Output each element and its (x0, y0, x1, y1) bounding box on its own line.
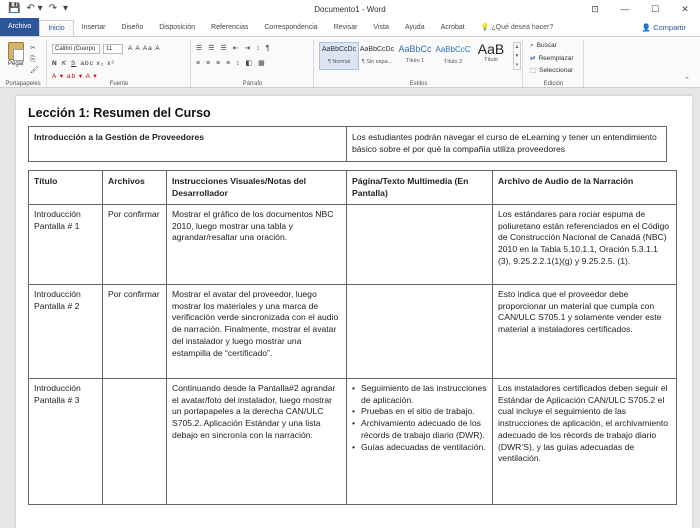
paste-icon[interactable] (8, 42, 24, 60)
find-button[interactable] (530, 42, 557, 50)
header-audio: Archivo de Audio de la Narración (493, 171, 677, 205)
style-no-spacing[interactable] (357, 42, 397, 70)
bullet-list (352, 383, 487, 453)
replace-icon: ⇄ (530, 55, 536, 62)
font-size-select[interactable]: 11 (103, 44, 123, 54)
style-heading-2[interactable] (433, 42, 473, 70)
undo-icon[interactable]: ↶ ▾ (26, 3, 43, 14)
italic-button[interactable]: K (61, 60, 68, 67)
row-instructions: Mostrar el gráfico de los documentos NBC 2010, luego mostrar una tabla y agrandar/resaltar una oración. (167, 205, 347, 285)
share-button[interactable] (634, 20, 700, 36)
intro-table (28, 126, 667, 162)
font-group-label: Fuente (109, 81, 129, 87)
styles-group-label: Estilos (409, 81, 428, 87)
replace-label: Reemplazar (538, 55, 574, 62)
tab-home[interactable]: Inicio (39, 20, 73, 36)
table-row (29, 205, 677, 285)
select-button[interactable] (530, 66, 573, 74)
style-name: ¶ Sin espa... (361, 59, 393, 65)
redo-icon[interactable]: ↷ (48, 3, 58, 14)
row-audio: Los estándares para rociar espuma de poliuretano están referenciados en el Código de Construcción Nacional de Canadá (NBC) 2010 en la Tabla 5.10.1.1, Oración 5.3.1.1 (3), 9.25.2.2.1(1)(g) y 9.25.2.5. (1). (493, 205, 677, 285)
row-files: Por confirmar (103, 285, 167, 379)
replace-button[interactable] (530, 54, 574, 62)
font-size-tools[interactable]: A A Aa A (128, 45, 161, 52)
table-row (29, 285, 677, 379)
intro-row (29, 127, 667, 162)
share-label: Compartir (653, 23, 686, 32)
group-clipboard (0, 39, 47, 87)
search-icon: ⌕ (530, 42, 534, 49)
font-effects-buttons[interactable]: abc x₂ x² (80, 60, 115, 67)
row-audio: Esto indica que el proveedor debe proporcionar un material que cumpla con CAN/ULC S705.1 y solamente vender este material a instaladores certificados. (493, 285, 677, 379)
list-item: • Guías adecuadas de ventilación. (352, 442, 487, 454)
lightbulb-icon: 💡 (480, 24, 492, 31)
editing-group-label: Edición (543, 81, 564, 87)
row-audio: Los instaladores certificados deben seguir el Estándar de Aplicación CAN/ULC S705.2 el cual incluye el seguimiento de las instrucciones de aplicación, el archivamiento adecuado de los récords de trabajo diario (DWR’S), y las guías adecuadas de ventilación. (493, 379, 677, 505)
customize-qat-icon[interactable]: ▾ (63, 3, 69, 14)
minimize-button[interactable]: — (620, 4, 630, 14)
group-paragraph (192, 39, 314, 87)
tab-view[interactable]: Vista (373, 24, 389, 31)
style-heading-1[interactable] (395, 42, 435, 70)
table-row (29, 379, 677, 505)
document-area (0, 88, 700, 528)
table-header-row (29, 171, 677, 205)
underline-button[interactable]: S (71, 60, 77, 67)
tell-me-text: ¿Qué desea hacer? (491, 24, 554, 31)
list-item: • Pruebas en el sitio de trabajo. (352, 406, 487, 418)
window-controls (580, 0, 700, 18)
group-styles (315, 39, 523, 87)
save-icon[interactable]: 💾 (8, 3, 21, 14)
tab-file[interactable]: Archivo (0, 18, 39, 36)
styles-gallery-scroll[interactable]: ▲ ▼ ▾ (514, 44, 520, 68)
paste-button-label[interactable]: Pegar (8, 61, 25, 67)
tab-acrobat[interactable]: Acrobat (440, 24, 465, 31)
style-preview: AaBbCc (398, 44, 432, 54)
select-label: Seleccionar (539, 67, 574, 74)
row-onscreen-text (347, 285, 493, 379)
row-title: Introducción Pantalla # 3 (29, 379, 103, 505)
list-item: • Archivamiento adecuado de los récords de trabajo diario (DWR). (352, 418, 487, 441)
paragraph-list-buttons[interactable]: ☰ ☰ ☰ ⇤ ⇥ ↕ ¶ (196, 45, 272, 52)
person-icon: 👤 (641, 23, 654, 32)
row-files: Por confirmar (103, 205, 167, 285)
document-title: Lección 1: Resumen del Curso (28, 106, 211, 120)
ribbon-display-options-icon[interactable]: ⊡ (591, 4, 599, 14)
row-instructions: Mostrar el avatar del proveedor, luego mostrar los materiales y una marca de verificación verde sincronizada con el audio de narración. Finalmente, mostrar el avatar del instalador y luego mostrar una estampilla de “certificado”. (167, 285, 347, 379)
header-instructions: Instrucciones Visuales/Notas del Desarrollador (167, 171, 347, 205)
intro-course-name: Introducción a la Gestión de Proveedores (29, 127, 347, 162)
collapse-ribbon-icon[interactable]: ⌃ (684, 77, 690, 84)
ribbon-tabs (0, 18, 700, 36)
style-preview: AaBbCcDc (359, 46, 395, 53)
close-button[interactable]: ✕ (681, 4, 689, 14)
list-item: • Seguimiento de las instrucciones de aplicación. (352, 383, 487, 406)
maximize-button[interactable]: ☐ (650, 4, 660, 14)
style-preview: AaB (477, 41, 505, 57)
clipboard-mini-buttons (30, 43, 39, 76)
tell-me-box[interactable] (473, 20, 562, 36)
style-normal[interactable] (319, 42, 359, 70)
style-name: ¶ Normal (327, 59, 351, 65)
row-title: Introducción Pantalla # 1 (29, 205, 103, 285)
header-files: Archivos (103, 171, 167, 205)
font-name-select[interactable]: Calibri (Cuerpo (52, 44, 100, 54)
select-icon: ⬚ (530, 67, 537, 74)
style-name: Título 1 (405, 58, 425, 64)
tab-references[interactable]: Referencias (211, 24, 249, 31)
header-onscreen-text: Página/Texto Multimedia (En Pantalla) (347, 171, 493, 205)
row-files (103, 379, 167, 505)
paragraph-align-buttons[interactable]: ≡ ≡ ≡ ≡ ↕ ◧ ▦ (196, 60, 267, 67)
font-color-row[interactable]: A ▾ ab ▾ A ▾ (52, 73, 98, 80)
group-editing (524, 39, 584, 87)
style-name: Título (484, 57, 498, 63)
header-title: Título (29, 171, 103, 205)
style-preview: AaBbCcC (435, 45, 471, 54)
style-name: Título 2 (443, 59, 463, 65)
intro-objective: Los estudiantes podrán navegar el curso de eLearning y tener un entendimiento básico sobre el por qué la compañía utiliza proveedores (347, 127, 667, 162)
style-preview: AaBbCcDc (321, 46, 357, 53)
row-instructions: Continuando desde la Pantalla#2 agrandar el avatar/foto del instalador, luego mostrar un portapapeles a la derecha CAN/ULC S705.2. Aplicación Estándar y una lista debajo en sincronía con la narración. (167, 379, 347, 505)
document-page[interactable] (16, 96, 692, 528)
cut-icon[interactable]: ✂ (30, 45, 36, 52)
row-onscreen-text (347, 379, 493, 505)
tab-mailings[interactable]: Correspondencia (264, 24, 318, 31)
quick-access-toolbar (0, 0, 160, 18)
paragraph-group-label: Párrafo (242, 81, 263, 87)
storyboard-table (28, 170, 677, 505)
tab-help[interactable]: Ayuda (404, 24, 425, 31)
copy-icon[interactable]: ⎘ (30, 56, 36, 63)
format-painter-icon[interactable]: 🖌 (30, 67, 39, 74)
tab-design[interactable]: Diseño (121, 24, 144, 31)
window-title: Documento1 - Word (314, 5, 386, 14)
style-title[interactable] (471, 42, 511, 70)
group-font (48, 39, 191, 87)
bold-button[interactable]: N (52, 60, 58, 67)
clipboard-group-label: Portapapeles (5, 81, 41, 87)
find-label: Buscar (536, 42, 557, 49)
tab-review[interactable]: Revisar (333, 24, 358, 31)
title-bar (0, 0, 700, 18)
row-onscreen-text (347, 205, 493, 285)
font-format-row (52, 60, 115, 67)
tab-insert[interactable]: Insertar (81, 24, 106, 31)
row-title: Introducción Pantalla # 2 (29, 285, 103, 379)
ribbon-home (0, 36, 700, 88)
tab-layout[interactable]: Disposición (159, 24, 196, 31)
